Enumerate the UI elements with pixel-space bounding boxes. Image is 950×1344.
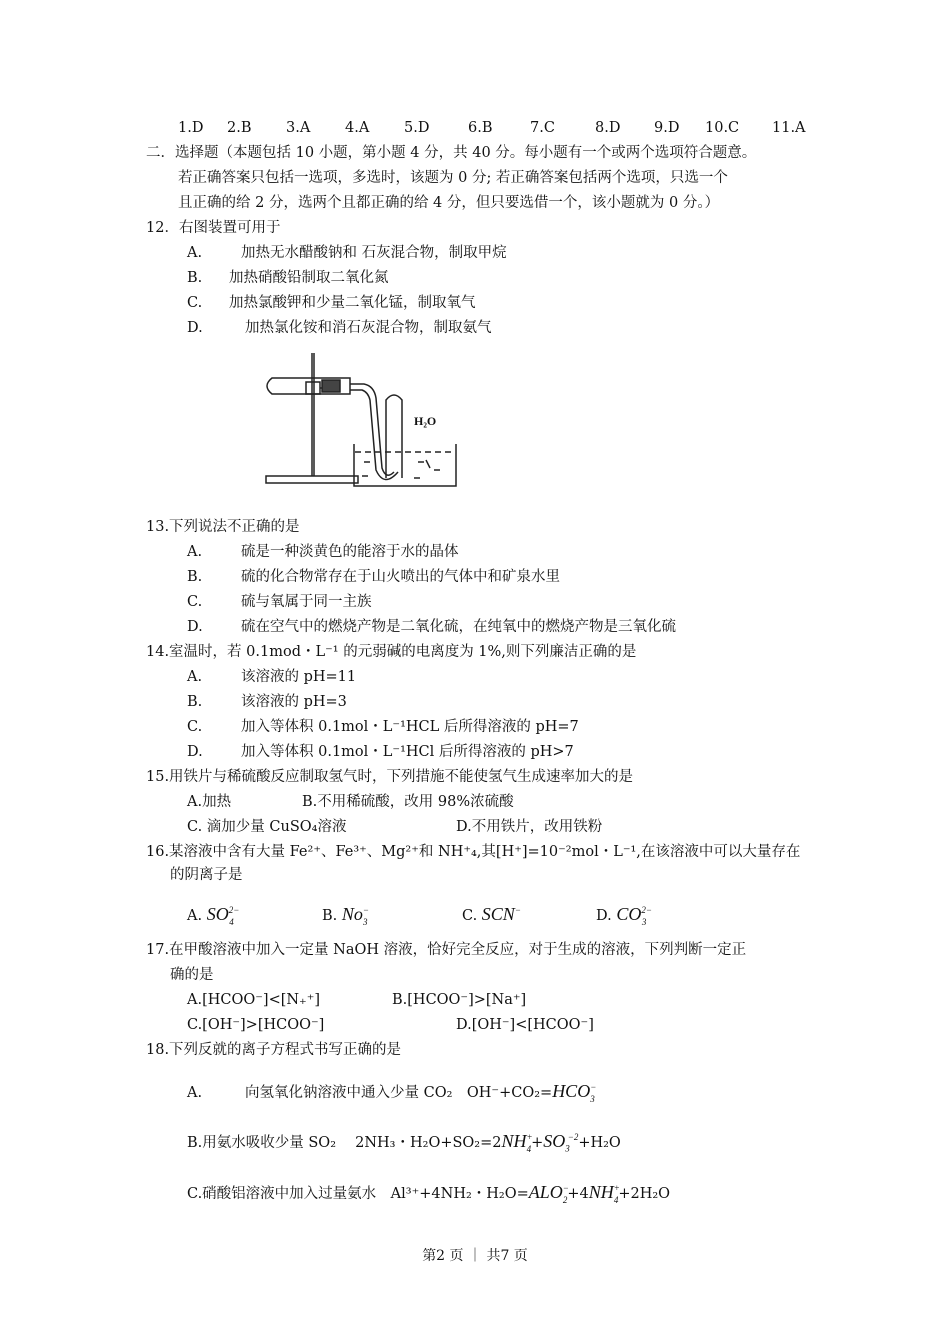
answer-item: 5.D bbox=[404, 120, 430, 136]
q17-option-a: A.[HCOO⁻]<[N₊⁺] bbox=[187, 992, 321, 1008]
q18-option-c-mid: +4 bbox=[567, 1186, 589, 1202]
q18-option-b-formula2: SO bbox=[543, 1131, 566, 1151]
answer-item: 2.B bbox=[227, 120, 252, 136]
q14-option-c: C. 加入等体积 0.1mol・L⁻¹HCL 后所得溶液的 pH=7 bbox=[187, 719, 579, 735]
q12-option-c: C. 加热氯酸钾和少量二氧化锰，制取氧气 bbox=[187, 295, 476, 311]
q14-option-a-text: 该溶液的 pH=11 bbox=[241, 669, 357, 685]
question-15-stem: 15.用铁片与稀硫酸反应制取氢气时，下列措施不能使氢气生成速率加大的是 bbox=[146, 769, 634, 785]
q18-option-c-formula1: ALO bbox=[528, 1182, 563, 1202]
q18-option-c-text: C.硝酸铝溶液中加入过量氨水 Al³⁺+4NH₂・H₂O= bbox=[187, 1186, 529, 1202]
q16-option-a-label: A. bbox=[187, 908, 203, 924]
q14-option-a: A. 该溶液的 pH=11 bbox=[187, 669, 357, 685]
q13-option-c-text: 硫与氧属于同一主族 bbox=[241, 594, 372, 610]
question-17-stem: 17.在甲酸溶液中加入一定量 NaOH 溶液，恰好完全反应，对于生成的溶液，下列判断一定正 bbox=[146, 942, 747, 958]
q12-option-a: A. 加热无水醋酸钠和 石灰混合物，制取甲烷 bbox=[187, 245, 507, 261]
q13-option-b: B. 硫的化合物常存在于山火喷出的气体中和矿泉水里 bbox=[187, 569, 560, 585]
q18-option-c: C.硝酸铝溶液中加入过量氨水 Al³⁺+4NH₂・$H_2O=ALO^-_2+4NH^+_4+2H_2O$ bbox=[187, 1182, 671, 1205]
apparatus-figure bbox=[258, 348, 458, 493]
q16-option-d: D. $CO^{2-}_3$ bbox=[596, 904, 652, 927]
q12-option-b-text: 加热硝酸铅制取二氧化氮 bbox=[229, 270, 389, 286]
q13-option-d: D. 硫在空气中的燃烧产物是二氧化硫，在纯氧中的燃烧产物是三氧化硫 bbox=[187, 619, 676, 635]
answer-row bbox=[178, 118, 806, 138]
figure-h2o-label: H₂O bbox=[414, 414, 437, 428]
q17-option-c: C.[OH⁻]>[HCOO⁻] bbox=[187, 1017, 325, 1033]
q16-option-a: A. $SO^{2-}_4$ bbox=[187, 904, 240, 927]
answer-item: 8.D bbox=[595, 120, 621, 136]
q18-option-c-formula2: NH bbox=[588, 1182, 614, 1202]
q18-option-c-tail: +2H₂O bbox=[618, 1186, 671, 1202]
question-13-stem: 13.下列说法不正确的是 bbox=[146, 519, 300, 535]
q16-option-c: C. SCN− bbox=[462, 904, 521, 924]
answer-item: 7.C bbox=[530, 120, 555, 136]
question-17-stem-cont: 确的是 bbox=[170, 967, 214, 983]
q17-option-d: D.[OH⁻]<[HCOO⁻] bbox=[456, 1017, 594, 1033]
q18-option-b-formula1: NH bbox=[501, 1131, 527, 1151]
q12-option-d: D. 加热氯化铵和消石灰混合物，制取氨气 bbox=[187, 320, 492, 336]
q12-option-b: B. 加热硝酸铅制取二氧化氮 bbox=[187, 270, 389, 286]
answer-item: 3.A bbox=[286, 120, 311, 136]
q18-option-a-text: 向氢氧化钠溶液中通入少量 CO₂ OH⁻+CO₂= bbox=[245, 1085, 553, 1101]
q18-option-a-label: A. bbox=[187, 1085, 203, 1101]
answer-item: 11.A bbox=[772, 120, 806, 136]
q14-option-b: B. 该溶液的 pH=3 bbox=[187, 694, 347, 710]
q14-option-d: D. 加入等体积 0.1mol・L⁻¹HCl 后所得溶液的 pH>7 bbox=[187, 744, 574, 760]
page-footer: 第2 页 ｜ 共7 页 bbox=[422, 1248, 528, 1264]
q18-option-b-text: B.用氨水吸收少量 SO₂ 2NH₃・H₂O+SO₂=2 bbox=[187, 1135, 502, 1151]
question-14-stem: 14.室温时，若 0.1mod・L⁻¹ 的元弱碱的电离度为 1%,则下列廉洁正确的是 bbox=[146, 644, 637, 660]
q12-option-a-text: 加热无水醋酸钠和 石灰混合物，制取甲烷 bbox=[241, 245, 507, 261]
answer-item: 6.B bbox=[468, 120, 493, 136]
answer-item: 10.C bbox=[705, 120, 740, 136]
answer-item: 4.A bbox=[345, 120, 370, 136]
q13-option-a-text: 硫是一种淡黄色的能溶于水的晶体 bbox=[241, 544, 459, 560]
question-18-stem: 18.下列反就的离子方程式书写正确的是 bbox=[146, 1042, 402, 1058]
q18-option-b-tail: +H₂O bbox=[578, 1135, 621, 1151]
q12-option-c-text: 加热氯酸钾和少量二氧化锰，制取氧气 bbox=[229, 295, 476, 311]
q17-option-b: B.[HCOO⁻]>[Na⁺] bbox=[392, 992, 527, 1008]
question-16-stem: 16.某溶液中含有大量 Fe²⁺、Fe³⁺、Mg²⁺和 NH⁺₄,其[H⁺]=10⁻²mol・L⁻¹,在该溶液中可以大量存在 bbox=[146, 844, 801, 860]
q15-option-c: C. 滴加少量 CuSO₄溶液 bbox=[187, 819, 347, 835]
question-12-stem: 12．右图装置可用于 bbox=[146, 220, 281, 236]
q14-option-d-text: 加入等体积 0.1mol・L⁻¹HCl 后所得溶液的 pH>7 bbox=[241, 744, 574, 760]
q13-option-a: A. 硫是一种淡黄色的能溶于水的晶体 bbox=[187, 544, 459, 560]
q15-option-b: B.不用稀硫酸，改用 98%浓硫酸 bbox=[302, 794, 514, 810]
q16-option-d-label: D. bbox=[596, 908, 612, 924]
section-heading: 二．选择题（本题包括 10 小题，第小题 4 分，共 40 分。每小题有一个或两个选项符合题意。 bbox=[146, 145, 757, 161]
q13-option-c: C. 硫与氧属于同一主族 bbox=[187, 594, 372, 610]
answer-item: 9.D bbox=[654, 120, 680, 136]
q18-option-a-formula: HCO bbox=[552, 1081, 591, 1101]
q14-option-c-text: 加入等体积 0.1mol・L⁻¹HCL 后所得溶液的 pH=7 bbox=[241, 719, 579, 735]
q15-option-a: A.加热 bbox=[187, 794, 232, 810]
q16-option-a-formula: SO bbox=[206, 904, 229, 924]
q13-option-d-text: 硫在空气中的燃烧产物是二氧化硫，在纯氧中的燃烧产物是三氧化硫 bbox=[241, 619, 676, 635]
q18-option-b: B.用氨水吸收少量 SO₂ 2NH₃・$H_2O+SO_2=2NH^+_4+SO_3^{-2}+H_2O$ bbox=[187, 1131, 621, 1154]
q16-option-b-formula: No bbox=[341, 904, 363, 924]
section-note: 且正确的给 2 分，选两个且都正确的给 4 分，但只要选借一个，该小题就为 0 分。） bbox=[178, 195, 720, 211]
q16-option-c-formula: SCN bbox=[481, 904, 515, 924]
q16-option-d-formula: CO bbox=[616, 904, 642, 924]
q16-option-b-label: B. bbox=[322, 908, 338, 924]
q16-option-c-label: C. bbox=[462, 908, 478, 924]
q18-option-a: A. 向氢氧化钠溶液中通入少量 CO₂ $OH^-+CO_2=HCO^-_3$ bbox=[187, 1081, 597, 1104]
answer-item: 1.D bbox=[178, 120, 204, 136]
q13-option-b-text: 硫的化合物常存在于山火喷出的气体中和矿泉水里 bbox=[241, 569, 560, 585]
q14-option-b-text: 该溶液的 pH=3 bbox=[241, 694, 347, 710]
q12-option-d-text: 加热氯化铵和消石灰混合物，制取氨气 bbox=[245, 320, 492, 336]
q18-option-b-plus: + bbox=[531, 1135, 544, 1151]
section-note: 若正确答案只包括一选项，多选时，该题为 0 分; 若正确答案包括两个选项，只选一个 bbox=[178, 170, 728, 186]
q16-option-b: B. $No^-_3$ bbox=[322, 904, 369, 927]
question-16-stem-cont: 的阴离子是 bbox=[170, 867, 243, 883]
q15-option-d: D.不用铁片，改用铁粉 bbox=[456, 819, 603, 835]
